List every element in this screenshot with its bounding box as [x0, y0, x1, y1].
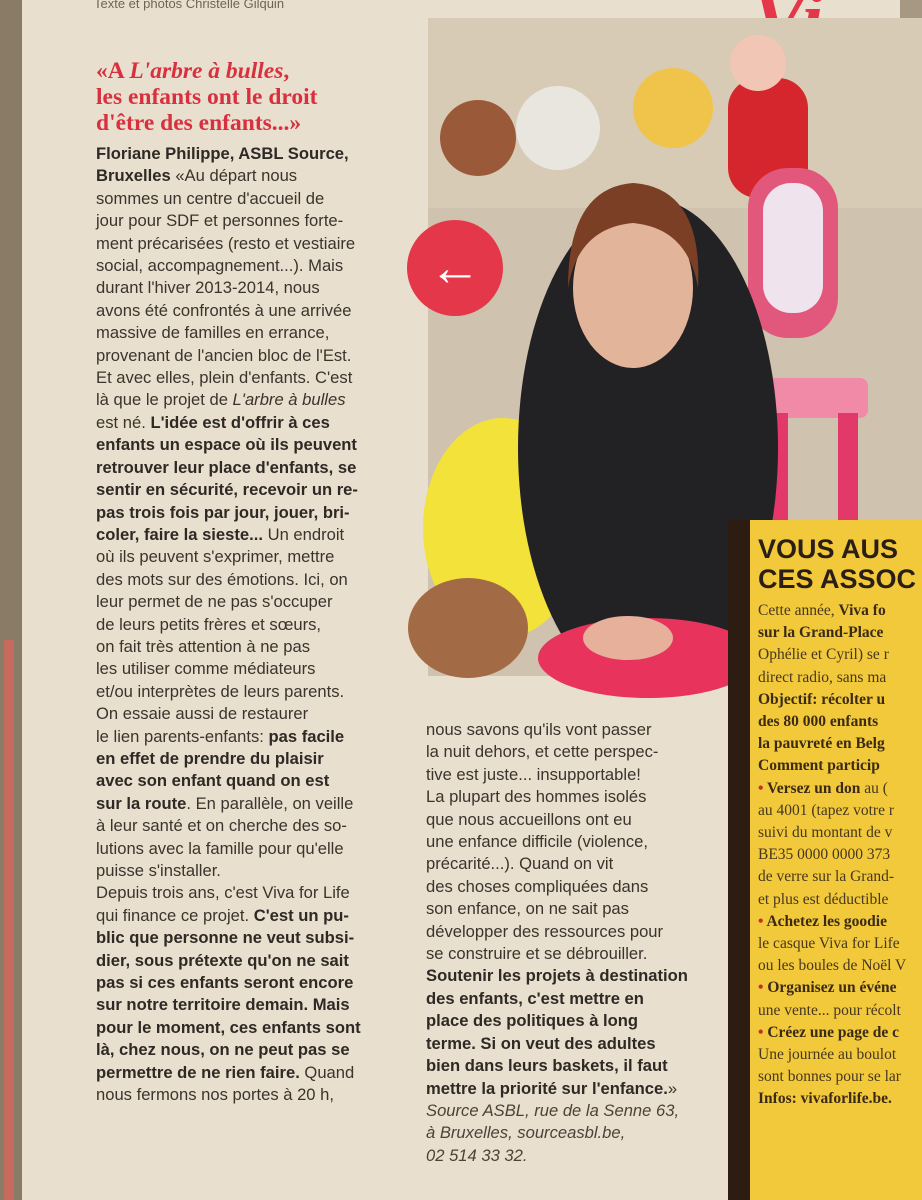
sidebar-line: une vente... pour récolt	[758, 1001, 901, 1019]
text-line: massive de familles en errance,	[96, 323, 330, 343]
bullet-icon: •	[758, 912, 767, 930]
duck-plush	[633, 68, 713, 148]
text-line: «Au départ nous	[170, 166, 298, 186]
text-line: à leur santé et on cherche des so-	[96, 816, 347, 836]
sidebar-link-text: Infos: vivaforlife.be.	[758, 1090, 892, 1108]
text-line: nous savons qu'ils vont passer	[426, 720, 652, 739]
text-line: où ils peuvent s'exprimer, mettre	[96, 547, 335, 567]
sidebar-line: sont bonnes pour se lar	[758, 1068, 901, 1086]
sidebar-line: de verre sur la Grand-	[758, 868, 894, 886]
sidebar-bold: Créez une page de c	[767, 1023, 900, 1041]
text-line: . En parallèle, on veille	[186, 793, 354, 813]
bold-text: pas facile	[268, 726, 345, 746]
bold-text: retrouver leur place d'enfants, se	[96, 457, 357, 477]
bold-text: sur la route	[96, 793, 187, 813]
article-headline	[96, 58, 416, 136]
sidebar-title: CES ASSOC	[758, 564, 917, 594]
text-line: social, accompagnement...). Mais	[96, 256, 344, 276]
text-line: durant l'hiver 2013-2014, nous	[96, 278, 320, 298]
text-line: nous fermons nos portes à 20 h,	[96, 1085, 334, 1105]
text-line: le lien parents-enfants:	[96, 726, 269, 746]
bold-text: sentir en sécurité, recevoir un re-	[96, 480, 358, 500]
magazine-page	[22, 0, 917, 1200]
bold-text: pas trois fois par jour, jouer, bri-	[96, 502, 350, 522]
text-line: La plupart des hommes isolés	[426, 787, 647, 807]
headline-line: d'être des enfants...»	[96, 110, 302, 136]
bold-text: des enfants, c'est mettre en	[426, 988, 644, 1008]
sidebar-line: au (	[860, 779, 888, 797]
sidebar-bold: Achetez les goodie	[766, 912, 887, 930]
sidebar-bold: Comment particip	[758, 757, 880, 775]
text-line: son enfance, on ne sait pas	[426, 899, 629, 919]
text-line: jour pour SDF et personnes forte-	[96, 211, 344, 231]
article-column-2	[426, 719, 716, 1167]
source-website: à Bruxelles, sourceasbl.be,	[426, 1123, 626, 1143]
sidebar-bold: des 80 000 enfants	[758, 713, 879, 731]
headline-line: les enfants ont le droit	[96, 84, 318, 110]
text-line: et/ou interprètes de leurs parents.	[96, 681, 345, 701]
adjacent-page-edge	[4, 640, 14, 1200]
sidebar-body	[758, 600, 922, 1111]
bold-text: L'idée est d'offrir à ces	[150, 412, 330, 432]
text-line: Quand	[299, 1062, 355, 1082]
text-line: des choses compliquées dans	[426, 876, 649, 896]
text-line: qui finance ce projet.	[96, 905, 254, 925]
bold-text: pour le moment, ces enfants sont	[96, 1017, 361, 1037]
sidebar-line: Cette année,	[758, 602, 839, 619]
sidebar-bold: sur la Grand-Place	[758, 624, 884, 642]
sidebar-box	[728, 520, 922, 1200]
sidebar-line: direct radio, sans ma	[758, 668, 887, 686]
bold-text: place des politiques à long	[426, 1011, 639, 1031]
bold-text: Soutenir les projets à destination	[426, 966, 688, 986]
sidebar-bold: Viva fo	[838, 602, 886, 619]
text-line: là que le projet de	[96, 390, 233, 410]
page-gutter	[0, 0, 22, 1200]
text-line: est né.	[96, 412, 151, 432]
headline-comma: ,	[283, 58, 290, 84]
photo-credit: Texte et photos Christelle Gilquin	[94, 0, 285, 11]
sidebar-bold: Versez un don	[767, 779, 861, 797]
bullet-icon: •	[758, 779, 768, 797]
headline-project-name: L'arbre à bulles	[129, 58, 284, 84]
text-line: Depuis trois ans, c'est Viva for Life	[96, 883, 350, 903]
project-name: L'arbre à bulles	[232, 390, 346, 410]
article-column-1	[96, 143, 421, 1106]
sidebar-content	[750, 520, 922, 1200]
bold-text: dier, sous prétexte qu'on ne sait	[96, 950, 349, 970]
speaker-name: Floriane Philippe, ASBL Source,	[96, 144, 349, 163]
text-line: de leurs petits frères et sœurs,	[96, 614, 322, 634]
bold-text: permettre de ne rien faire.	[96, 1062, 300, 1082]
bold-text: terme. Si on veut des adultes	[426, 1033, 656, 1053]
bold-text: coler, faire la sieste...	[96, 524, 263, 544]
text-line: on fait très attention à ne pas	[96, 636, 311, 656]
bold-text: mettre la priorité sur l'enfance.	[426, 1078, 668, 1098]
bullet-icon: •	[758, 979, 768, 997]
bold-text: là, chez nous, on ne peut pas se	[96, 1040, 350, 1060]
sidebar-title: VOUS AUS	[758, 534, 899, 564]
text-line: les utiliser comme médiateurs	[96, 659, 316, 679]
text-line: développer des ressources pour	[426, 921, 664, 941]
sidebar-line: Une journée au boulot	[758, 1046, 897, 1064]
text-line: ment précarisées (resto et vestiaire	[96, 233, 356, 253]
text-line: sommes un centre d'accueil de	[96, 188, 325, 208]
text-line: leur permet de ne pas s'occuper	[96, 592, 333, 612]
text-line: lutions avec la famille pour qu'elle	[96, 838, 344, 858]
source-phone: 02 514 33 32.	[426, 1145, 528, 1165]
source-address: Source ASBL, rue de la Senne 63,	[426, 1100, 680, 1120]
bullet-icon: •	[758, 1023, 768, 1041]
speaker-city: Bruxelles	[96, 166, 171, 186]
bold-text: en effet de prendre du plaisir	[96, 748, 324, 768]
text-line: Un endroit	[262, 524, 345, 544]
sidebar-line: BE35 0000 0000 373	[758, 846, 891, 864]
sidebar-bold: la pauvreté en Belg	[758, 735, 885, 753]
text-line: la nuit dehors, et cette perspec-	[426, 742, 659, 762]
sidebar-line: ou les boules de Noël V	[758, 957, 907, 975]
text-line: Et avec elles, plein d'enfants. C'est	[96, 368, 353, 388]
bold-text: bien dans leurs baskets, il faut	[426, 1056, 668, 1076]
sidebar-line: le casque Viva for Life	[758, 935, 900, 953]
sidebar-bold: Objectif: récolter u	[758, 690, 886, 708]
bold-text: enfants un espace où ils peuvent	[96, 435, 357, 455]
text-line: On essaie aussi de restaurer	[96, 704, 309, 724]
text-line: précarité...). Quand on vit	[426, 854, 614, 874]
sidebar-line: Ophélie et Cyril) se r	[758, 646, 889, 664]
text-line: des mots sur des émotions. Ici, on	[96, 569, 348, 589]
back-arrow-icon[interactable]: ←	[407, 220, 503, 316]
sidebar-line: et plus est déductible	[758, 890, 889, 908]
sidebar-line: au 4001 (tapez votre r	[758, 801, 894, 819]
bold-text: avec son enfant quand on est	[96, 771, 330, 791]
text-line: avons été confrontés à une arrivée	[96, 300, 352, 320]
teddy-bear	[440, 100, 516, 176]
bold-text: pas si ces enfants seront encore	[96, 973, 354, 993]
text-line: puisse s'installer.	[96, 861, 221, 880]
text-line: que nous accueillons ont eu	[426, 809, 632, 829]
sidebar-line: suivi du montant de v	[758, 824, 893, 842]
bold-text: C'est un pu-	[253, 905, 349, 925]
text-line: une enfance difficile (violence,	[426, 832, 649, 852]
text-line: tive est juste... insupportable!	[426, 764, 641, 784]
white-plush	[516, 86, 600, 170]
headline-quote: «A	[96, 58, 130, 84]
closing-quote: »	[667, 1078, 678, 1098]
text-line: se construire et se débrouiller.	[426, 944, 648, 964]
sidebar-bold: Organisez un événe	[767, 979, 897, 997]
bold-text: blic que personne ne veut subsi-	[96, 928, 355, 948]
text-line: provenant de l'ancien bloc de l'Est.	[96, 345, 352, 365]
bold-text: sur notre territoire demain. Mais	[96, 995, 350, 1015]
